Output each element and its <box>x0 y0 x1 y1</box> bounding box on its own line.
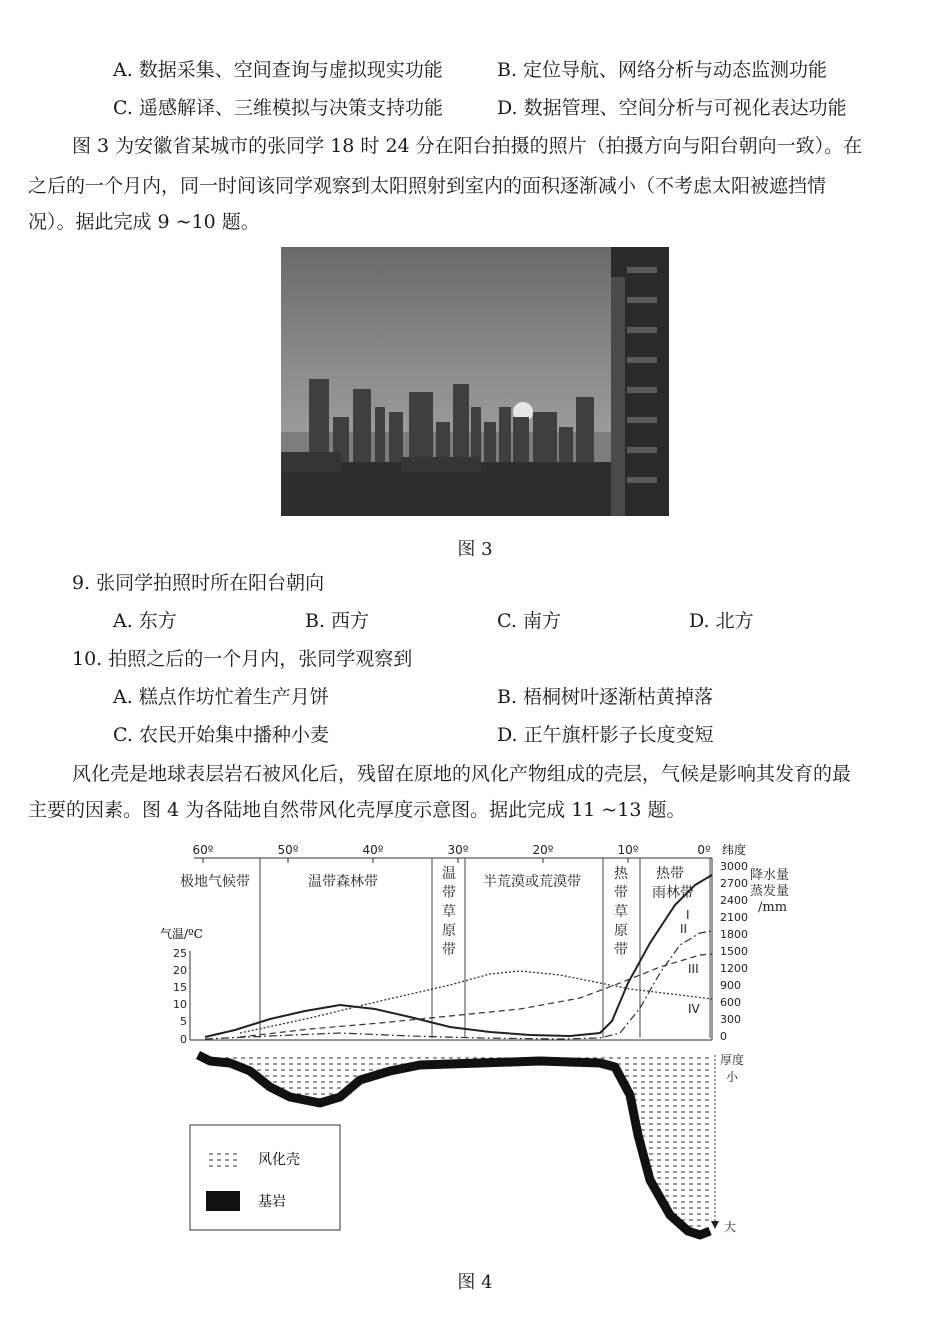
lat-tick-0: 0º <box>697 843 711 857</box>
figure4-caption: 图 4 <box>457 1272 493 1293</box>
curve-label-ii: II <box>680 922 688 936</box>
precip-label: 降水量 <box>750 868 790 883</box>
zone-temperate-forest: 温带森林带 <box>308 874 378 890</box>
lat-tick-10: 10º <box>617 843 639 857</box>
curve-ii <box>205 931 712 1039</box>
q9-option-c: C. 南方 <box>497 610 561 632</box>
legend-bedrock-swatch <box>206 1191 240 1211</box>
right-tick-1500: 1500 <box>720 945 748 958</box>
zone-temperate-grass-4: 原 <box>442 923 456 939</box>
lat-tick-30: 30º <box>447 843 469 857</box>
zone-temperate-grass-2: 带 <box>442 885 456 901</box>
zone-temperate-grass-3: 草 <box>442 904 456 920</box>
temp-tick-5: 5 <box>180 1015 187 1028</box>
zone-savanna-5: 带 <box>614 942 628 958</box>
q10-option-c: C. 农民开始集中播种小麦 <box>113 724 329 746</box>
right-tick-1800: 1800 <box>720 928 748 941</box>
right-tick-2400: 2400 <box>720 894 748 907</box>
intro2-line1: 风化壳是地球表层岩石被风化后，残留在原地的风化产物组成的壳层，气候是影响其发育的最 <box>72 763 852 785</box>
intro1-line1: 图 3 为安徽省某城市的张同学 18 时 24 分在阳台拍摄的照片（拍摄方向与阳台朝向一致）。在 <box>72 135 863 157</box>
lat-tick-60: 60º <box>192 843 214 857</box>
curve-iv-temperature <box>240 971 712 1033</box>
thickness-arrow-icon <box>711 1221 719 1229</box>
prev-option-b: B. 定位导航、网络分析与动态监测功能 <box>497 59 828 81</box>
right-tick-1200: 1200 <box>720 962 748 975</box>
legend-weathering-swatch <box>206 1149 240 1169</box>
zone-savanna-4: 原 <box>614 923 628 939</box>
right-tick-3000: 3000 <box>720 860 748 873</box>
q9-option-d: D. 北方 <box>689 610 754 632</box>
figure3-photo <box>281 247 669 516</box>
curve-iii <box>240 954 712 1037</box>
prev-option-d: D. 数据管理、空间分析与可视化表达功能 <box>497 97 847 119</box>
lat-tick-40: 40º <box>362 843 384 857</box>
q9-option-a: A. 东方 <box>113 610 177 632</box>
zone-rainforest-1: 热带 <box>656 866 684 882</box>
zone-temperate-grass-1: 温 <box>442 866 456 882</box>
zone-savanna-3: 草 <box>614 904 628 920</box>
zone-savanna-1: 热 <box>614 866 628 882</box>
unit-label: /mm <box>758 900 788 915</box>
thickness-small: 小 <box>726 1070 739 1084</box>
temp-tick-10: 10 <box>173 998 187 1011</box>
legend-weathering-label: 风化壳 <box>258 1152 300 1168</box>
lat-tick-20: 20º <box>532 843 554 857</box>
lat-label: 纬度 <box>722 843 747 857</box>
lat-tick-50: 50º <box>277 843 299 857</box>
temp-tick-20: 20 <box>173 964 187 977</box>
temp-tick-25: 25 <box>173 947 187 960</box>
figure4-diagram <box>160 833 792 1253</box>
right-tick-2700: 2700 <box>720 877 748 890</box>
prev-option-c: C. 遥感解译、三维模拟与决策支持功能 <box>113 97 443 119</box>
evap-label: 蒸发量 <box>750 884 790 899</box>
zone-rainforest-2: 雨林带 <box>652 885 694 901</box>
legend-box <box>190 1125 340 1230</box>
right-tick-0: 0 <box>720 1030 727 1043</box>
zone-polar: 极地气候带 <box>180 874 250 890</box>
curve-i-precipitation <box>205 875 712 1037</box>
intro1-line3: 况）。据此完成 9 ~10 题。 <box>28 211 260 233</box>
temp-tick-15: 15 <box>173 981 187 994</box>
thickness-large: 大 <box>724 1220 737 1234</box>
intro2-line2: 主要的因素。图 4 为各陆地自然带风化壳厚度示意图。据此完成 11 ~13 题。 <box>28 799 686 821</box>
prev-option-a: A. 数据采集、空间查询与虚拟现实功能 <box>113 59 443 81</box>
zone-savanna-2: 带 <box>614 885 628 901</box>
q10-stem: 10. 拍照之后的一个月内，张同学观察到 <box>72 648 413 670</box>
q10-option-d: D. 正午旗杆影子长度变短 <box>497 724 714 746</box>
right-tick-900: 900 <box>720 979 741 992</box>
legend-bedrock-label: 基岩 <box>258 1194 286 1210</box>
curve-label-iii: III <box>688 962 699 976</box>
right-tick-300: 300 <box>720 1013 741 1026</box>
temp-tick-0: 0 <box>180 1033 187 1046</box>
q9-stem: 9. 张同学拍照时所在阳台朝向 <box>72 572 325 594</box>
right-tick-600: 600 <box>720 996 741 1009</box>
curve-label-iv: IV <box>688 1002 700 1016</box>
q9-option-b: B. 西方 <box>305 610 370 632</box>
q10-option-b: B. 梧桐树叶逐渐枯黄掉落 <box>497 686 714 708</box>
q10-option-a: A. 糕点作坊忙着生产月饼 <box>113 686 329 708</box>
right-tick-2100: 2100 <box>720 911 748 924</box>
zone-desert: 半荒漠或荒漠带 <box>483 874 581 890</box>
curve-label-i: I <box>686 908 690 922</box>
thickness-label: 厚度 <box>720 1053 745 1067</box>
figure3-caption: 图 3 <box>457 539 493 560</box>
intro1-line2: 之后的一个月内，同一时间该同学观察到太阳照射到室内的面积逐渐减小（不考虑太阳被遮挡情 <box>28 175 827 197</box>
zone-temperate-grass-5: 带 <box>442 942 456 958</box>
temp-label: 气温/ºC <box>160 927 203 941</box>
